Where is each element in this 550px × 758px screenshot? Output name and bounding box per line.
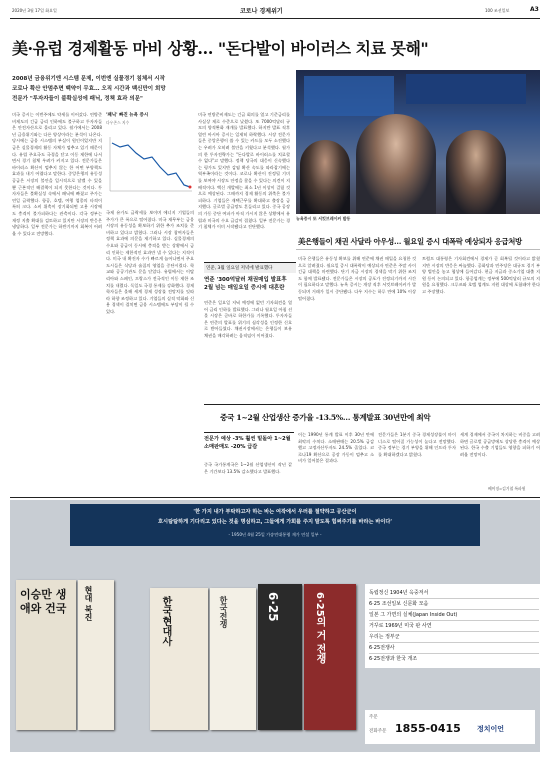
ad-list-item[interactable]: 6·25 조선일보 신문화 모음 — [369, 599, 539, 610]
ad-quote-line1: '한 가지 내가 부탁하고자 하는 바는 여작에서 우러를 절약하고 공산군이 — [193, 509, 357, 515]
book-title: 이승만 생애와 건국 — [20, 588, 67, 615]
ad-list-item[interactable]: 거꾸로 1969년 미국 판 사연 — [369, 621, 539, 632]
article-column-10: 세계 경제에서 중국이 차지하는 비중을 고려하면 글로벌 공급망에도 상당한 충격이 예상된다. 한국 수출 기업들도 영향을 피하기 어려울 전망이다. — [460, 432, 540, 457]
ad-quote-line2: 호시탐탐하게 기다리고 있다는 것을 명심하고, 그들에게 가회를 주지 말도록 힘써주기를 바라는 바이다' — [158, 519, 392, 525]
book-cover — [304, 584, 356, 730]
header-page-number: A3 — [530, 6, 539, 13]
book-cover — [150, 588, 208, 730]
photo-person — [446, 130, 506, 214]
divider — [296, 249, 540, 250]
article-column-5: 미국 은행들은 유동성 확보를 위해 연준에 채권 매입을 요청한 것으로 알려졌다. 월요일 증시 대폭락이 예상되자 연준은 주말 사이 긴급 대책을 마련했다. 단기 자금 시장의 경색을 막기 위한 조치도 함께 발표됐다. 전문가들은 시장의 공포가 진정되기까지 시간이 필요하다고 말했다. 뉴욕 증시는 개장 직후 서킷브레이커가 발동되며 거래가 일시 중단됐다. 다우 지수는 하루 만에 10% 이상 떨어졌다. — [298, 256, 416, 301]
article-column-6: 트럼프 대통령은 기자회견에서 경제가 곧 회복될 것이라고 밝혔지만 시장의 반응은 싸늘했다. 공화당과 민주당은 대규모 경기 부양 법안을 놓고 협상에 들어갔다. 현금 지급과 중소기업 대출 지원 등이 논의되고 있다. 항공업계는 정부에 500억달러 규모의 지원을 요청했다. 크루즈와 호텔 업계도 지원 대상에 포함돼야 한다고 주장했다. — [422, 256, 540, 294]
ad-quote-line3: - 1950년 4월 25일 가송민대통령 재가 연설 일부 - — [228, 532, 322, 537]
sub-headline-2: 중국 1~2월 산업생산 증가율 -13.5%… 통계발표 30년만에 최악 — [220, 413, 431, 422]
ad-list-item[interactable]: 6·25전쟁사 — [369, 643, 539, 654]
sub-headline-1: 美은행들이 채권 사달라 아우성… 월요일 증시 대폭락 예상되자 응급처방 — [298, 237, 522, 246]
order-box — [365, 710, 535, 744]
photo-screen-panel — [406, 74, 526, 104]
book-title: 현대 북진 — [84, 586, 94, 621]
china-box-title: 전문가 예상 -3% 훨씬 밑돌아 1~2월 소매판매도 -20% 급감 — [204, 432, 294, 451]
article-column-1: 미국 증시는 이번주에도 약세를 이어갔다. 연방준비제도의 긴급 금리 인하에도 불구하고 투자자들은 안전자산으로 몰리고 있다. 월가에서는 2008년 금융위기와는 다른 양상이라는 분석이 나온다. 당시에는 금융 시스템의 부실이 원인이었지만 지금은 실물경제의 활동 자체가 멈추고 있기 때문이다. 유럽 주요국도 국경을 닫고 이동 제한에 나서면서 경기 침체 우려가 커지고 있다. 전문가들은 바이러스 확산이 멈추지 않는 한 어떤 부양책도 효과를 내기 어렵다고 말한다. 중앙은행의 유동성 공급은 시장의 불안을 일시적으로 달랠 수 있을 뿐 근본적인 해결책이 되지 못한다는 것이다. 투자자들은 불확실성 속에서 패닉에 빠졌고 주가는 연일 급락했다. 항공, 호텔, 여행 업종의 타격이 특히 크다. 소비 위축이 장기화되면 고용 시장에도 충격이 불가피하다는 관측이다. 각국 정부는 재정 지출 확대를 검토하고 있지만 시장의 반응은 냉담하다. 일부 전문가는 하반기까지 회복이 어려울 수 있다고 전망했다. — [12, 112, 102, 236]
book-title: 한국현대사 — [160, 596, 171, 646]
inset-chart-subtitle: 다우존스 지수 — [106, 120, 130, 125]
inset-chart-line — [112, 143, 190, 187]
section-rule — [204, 404, 540, 405]
article-column-8: 이는 1990년 통계 발표 이후 30년 만에 최악의 수치다. 소매판매는 20.5% 급감했고 고정자산투자도 24.5% 줄었다. 코로나19 확산으로 공장 가동이 멈추고 소비가 얼어붙은 결과다. — [298, 432, 374, 464]
article-column-3: 미국 연방준비제도는 긴급 회의를 열고 기준금리를 사실상 제로 수준으로 낮췄다. 또 7000억달러 규모의 양적완화 재개를 발표했다. 하지만 발표 직후 열린 아시아 증시는 일제히 하락했다. 시장 전문가들은 중앙은행이 쓸 수 있는 카드를 모두 소진했다는 우려가 오히려 불안을 키웠다고 분석했다. 월가의 한 투자전략가는 "돈다발로 바이러스를 치료할 수 없다"고 말했다. 정책 당국의 대응이 신속했다는 평가도 있지만 감염 확산 속도를 따라잡기에는 역부족이라는 것이다. 코로나 확산이 진정될 기미를 보여야 시장도 안정을 찾을 수 있다는 의견이 지배적이다. 백신 개발에는 최소 1년 이상이 걸릴 것으로 예상된다. 그때까지 경제 활동의 위축은 불가피하다. 기업들은 재택근무를 확대하고 출장을 금지했다. 글로벌 공급망도 흔들리고 있다. 중국 공장의 가동 중단 여파가 아직 가시지 않은 상황에서 유럽과 미국의 수요 급감이 겹쳤다. 일부 전문가는 경기 침체가 이미 시작됐다고 진단했다. — [198, 112, 290, 230]
side-box-tag: 연준, 3월 일요일 저녁에 발표했다 — [204, 262, 296, 273]
inset-chart — [106, 112, 194, 204]
article-column-9: 전문가들은 1분기 중국 경제성장률이 마이너스로 떨어질 가능성이 높다고 전망했다. 중국 정부는 경기 부양을 위해 인프라 투자를 확대하겠다고 밝혔다. — [378, 432, 456, 457]
header-rule — [10, 18, 540, 19]
advertisement — [10, 500, 540, 752]
photo-person — [300, 140, 350, 214]
ad-list-item[interactable]: 우리는 정부군 — [369, 632, 539, 643]
main-headline: 美·유럽 경제활동 마비 상황… "돈다발이 바이러스 치료 못해" — [12, 39, 429, 58]
ad-list-item[interactable]: 6·25전쟁과 한국 개조 — [369, 656, 418, 662]
book-title: 6·25 — [266, 592, 280, 622]
book-cover — [210, 588, 256, 730]
article-column-2: 국제 유가도 급락세를 보이며 에너지 기업들의 주가가 큰 폭으로 떨어졌다. 미국 재무부는 금융시장의 유동성을 확보하기 위한 추가 조치를 준비하고 있다고 밝혔다. 그러나 시장 참여자들은 정책 효과에 의문을 제기하고 있다. 실물경제의 수요와 공급이 동시에 충격을 받는 상황에서 금리 인하는 제한적인 효과만 낼 수 있다는 지적이다. 미국 내 확진자 수가 빠르게 늘어나면서 주요 도시들은 식당과 술집의 영업을 중단시켰다. 학교와 공공기관도 문을 닫았다. 유럽에서는 이탈리아와 스페인, 프랑스가 전국적인 이동 제한 조치를 내렸다. 독일도 국경 통제를 강화했다. 경제학자들은 올해 세계 경제 성장률 전망치를 잇따라 하향 조정하고 있다. 기업들의 실적 악화와 신용 경색이 겹치면 금융 시스템에도 부담이 될 수 있다. — [106, 210, 194, 314]
header-page-label: 100 조선일보 — [485, 8, 510, 13]
photo-caption-title: 뉴욕증시 또 서킷브레이커 발동 — [296, 216, 351, 221]
book-cover — [16, 580, 76, 730]
book-title: 6·25의 거 전쟁 — [314, 592, 325, 664]
inset-chart-title: '패닉' 빠진 뉴욕 증시 — [106, 113, 149, 118]
phone-label: 전화주문 — [369, 729, 387, 734]
book-cover — [258, 584, 302, 730]
side-box-title: 연준 '300억달러 채권매입 발표후 2월 넘는 매일요일 증시에 대혼란 — [204, 277, 287, 291]
book-cover — [78, 580, 114, 730]
order-label: 주문 — [369, 715, 378, 720]
header-date: 2020년 3월 17일 화요일 — [12, 8, 57, 13]
inset-chart-graphic — [106, 129, 194, 199]
news-photo — [296, 70, 540, 214]
ad-list-item[interactable]: 독립정신 1904년 옥중저서 — [369, 588, 539, 599]
photo-caption — [296, 216, 540, 222]
header-section: 코로나 경제위기 — [240, 8, 283, 15]
byline: 베이징=김기철 특파원 — [488, 486, 526, 491]
article-column-4: 연준은 일요일 저녁 예정에 없던 기자회견을 열어 금리 인하를 발표했다. 그러나 월요일 아침 선물 시장은 곧바로 하한가를 기록했다. 투자자들은 연준의 발표를 위기의 심각성을 인정한 신호로 받아들였다. 채권시장에서는 은행들이 보유 채권을 매각하려는 움직임이 이어졌다. — [204, 300, 292, 338]
order-phone-number[interactable]: 1855-0415 — [395, 722, 461, 735]
lead-paragraph: 2008년 금융위기엔 시스템 문제, 이번엔 실물경기 침체서 시작 코로나 확산 안멈추면 백약이 무효… 오직 시간과 백신만이 희망 전문가 "투자자들이 불확실성에 패닉, 정책 효과 의문" — [12, 76, 166, 102]
brand-logo: 정치이언 — [477, 725, 505, 733]
ad-list-item[interactable]: 일본 그 가면의 실체(Japan Inside Out) — [369, 610, 539, 621]
book-title: 한국전쟁 — [219, 596, 228, 628]
photo-screen-panel — [304, 76, 394, 116]
article-column-7: 중국 국가통계국은 1~2월 산업생산이 작년 같은 기간보다 13.5% 감소했다고 발표했다. — [204, 462, 292, 474]
ad-top-rule — [10, 497, 540, 498]
ad-book-list — [365, 584, 540, 668]
photo-person — [356, 114, 436, 214]
